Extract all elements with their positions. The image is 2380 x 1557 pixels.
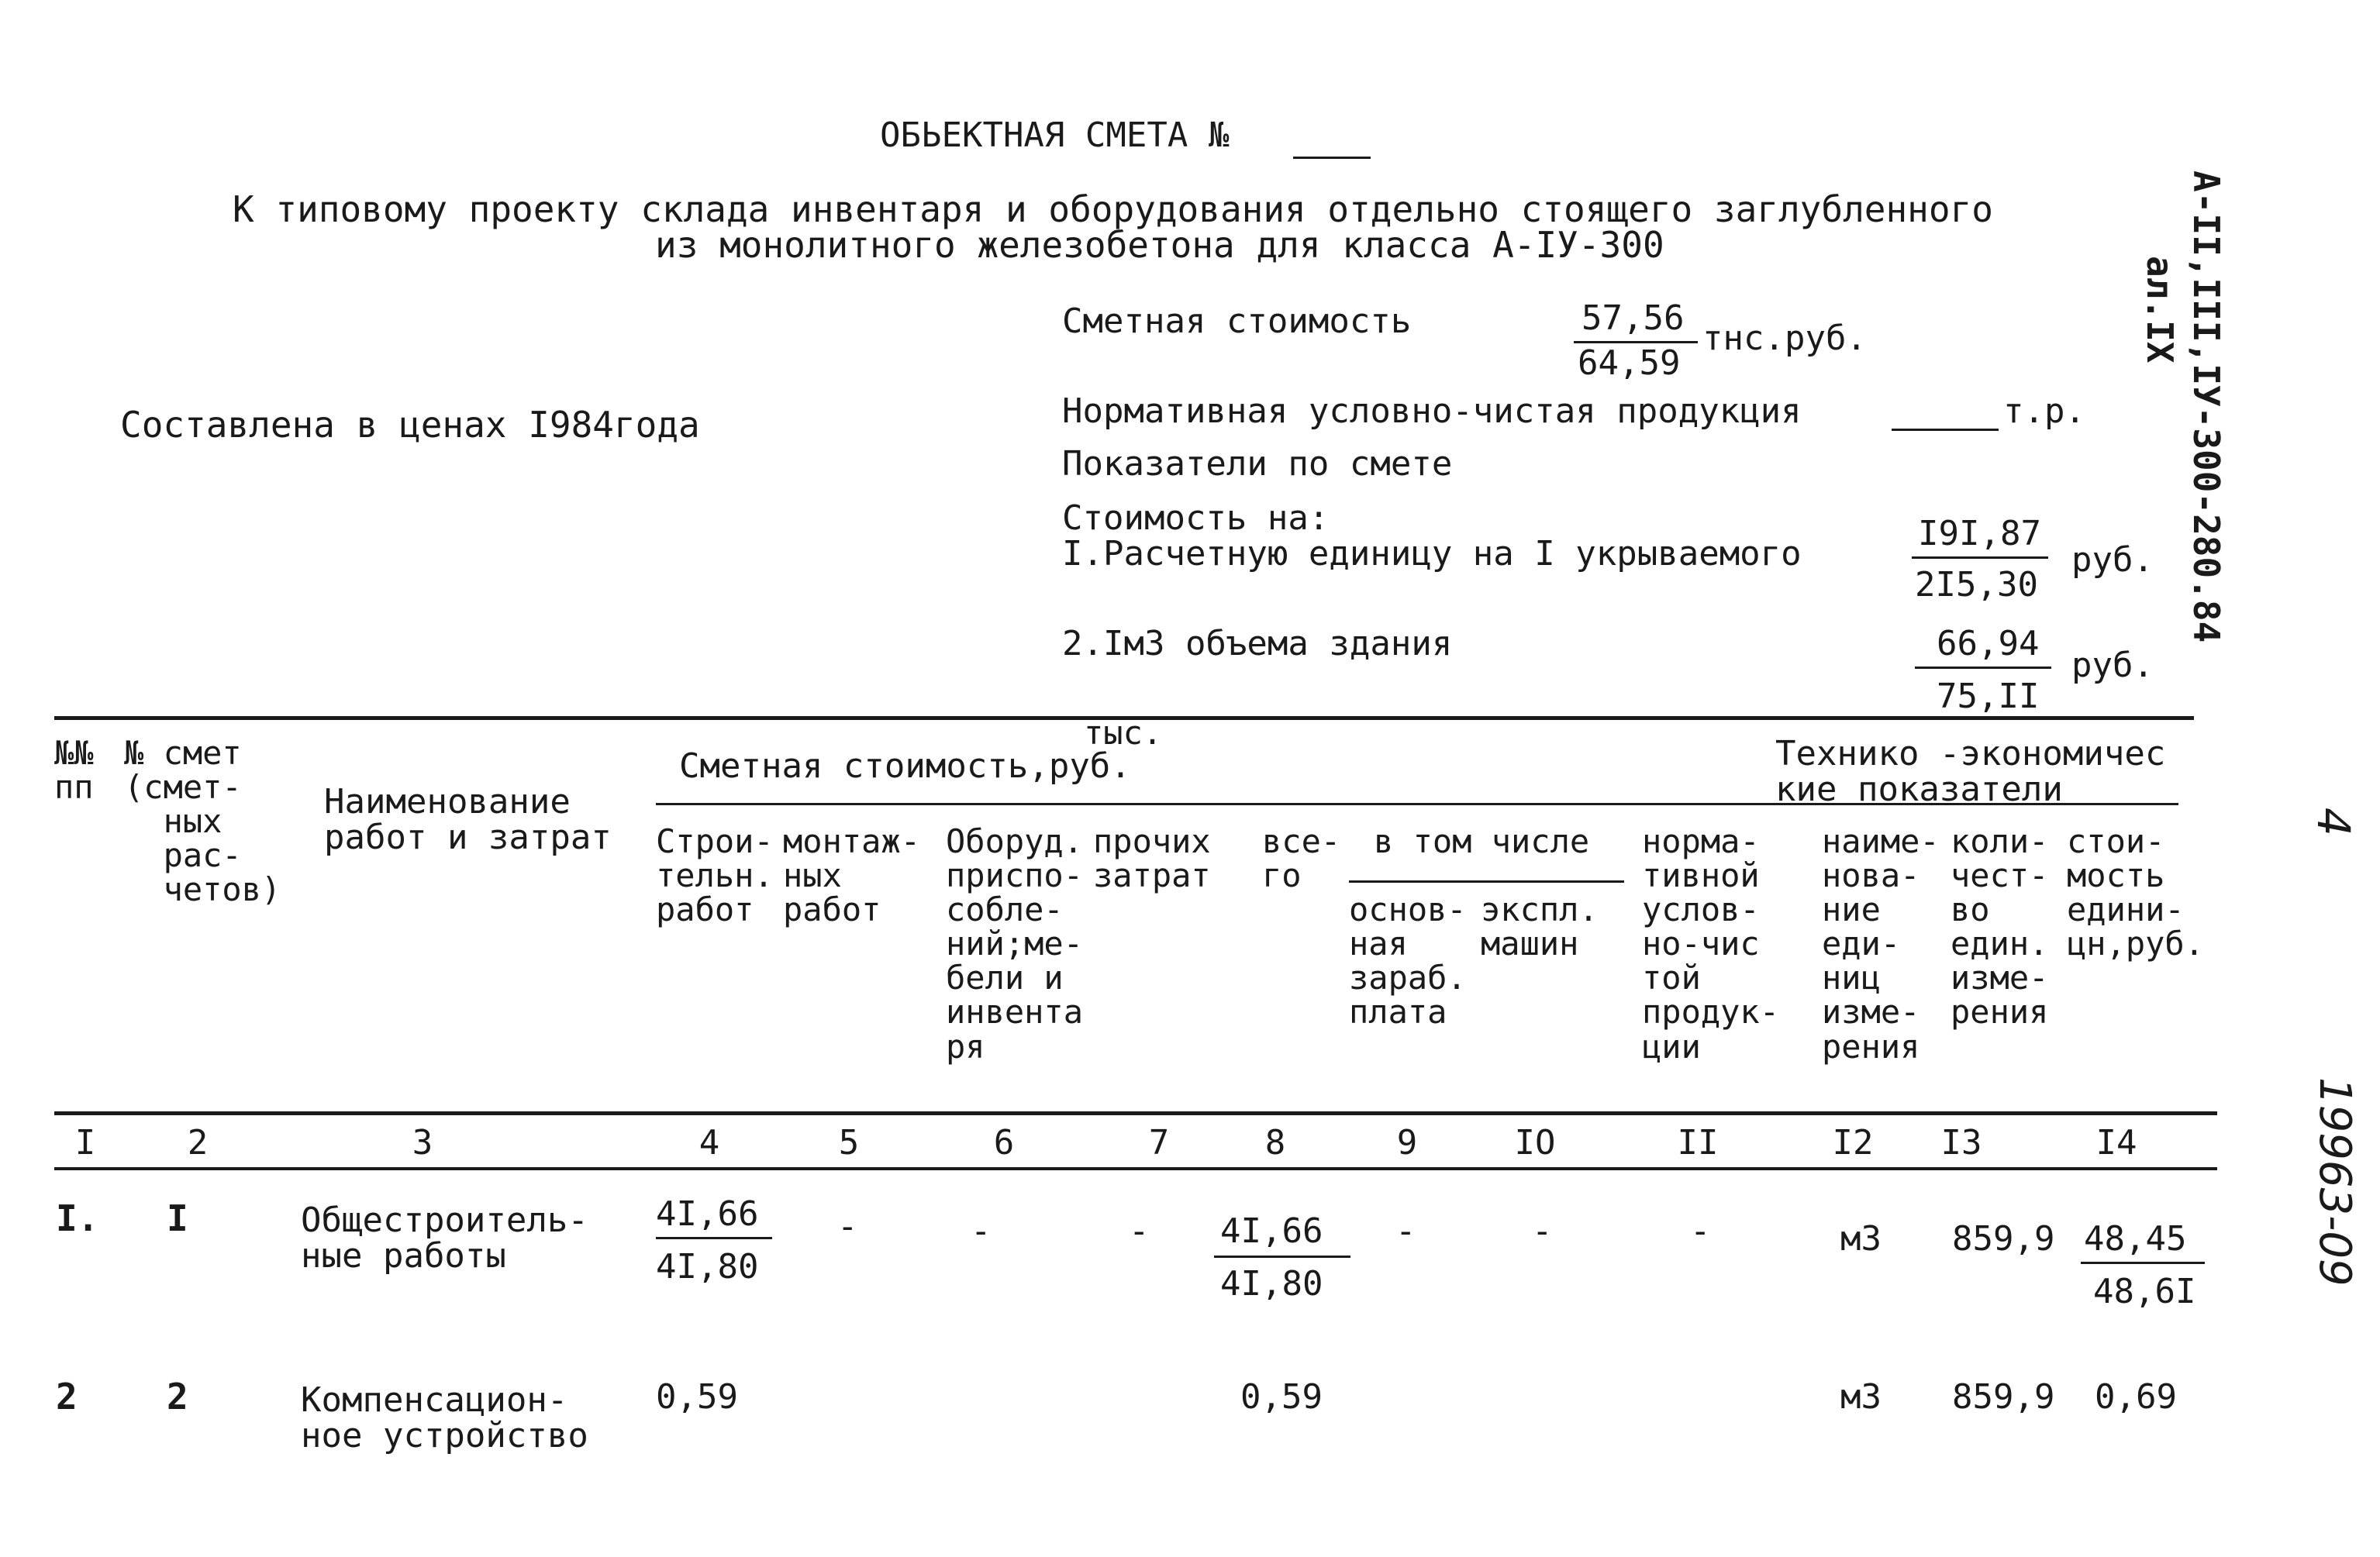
item2-value-bottom: 75,II <box>1937 677 2040 716</box>
row1-c9: - <box>1395 1211 1416 1251</box>
margin-code-line2: ал.IX <box>2139 256 2181 363</box>
margin-code-line1: А-II,III,IУ-300-280.84 <box>2185 171 2227 643</box>
header-construction-works: Строи- тельн. работ <box>656 822 774 929</box>
col-number-3: 3 <box>412 1123 433 1163</box>
estimated-cost-bottom: 64,59 <box>1578 343 1681 383</box>
header-total: все- го <box>1262 822 1341 895</box>
col-number-10: IO <box>1514 1123 1556 1163</box>
item1-unit: руб. <box>2071 540 2154 580</box>
header-other-costs: прочих затрат <box>1093 822 1211 895</box>
row1-c4-fraction-line <box>656 1237 772 1239</box>
col-number-6: 6 <box>993 1123 1015 1163</box>
row1-c8-top: 4I,66 <box>1220 1211 1323 1251</box>
header-tech-group: Технико -экономичес кие показатели <box>1775 734 2166 810</box>
estimated-cost-unit: тнс.руб. <box>1702 319 1867 358</box>
row1-c4-bottom: 4I,80 <box>656 1247 759 1287</box>
item1-label: I.Расчетную единицу на I укрываемого <box>1062 534 1802 574</box>
item2-unit: руб. <box>2071 646 2154 685</box>
row2-estimate: 2 <box>167 1376 188 1417</box>
col-number-12: I2 <box>1832 1123 1874 1163</box>
col-number-1: I <box>74 1123 96 1163</box>
item1-fraction-line <box>1912 556 2048 559</box>
row2-c8: 0,59 <box>1240 1377 1323 1417</box>
cost-on-label: Стоимость на: <box>1062 498 1330 538</box>
composed-prices-note: Составлена в ценах I984года <box>120 404 700 446</box>
incl-group-rule <box>1349 880 1624 883</box>
row1-price-bottom: 48,6I <box>2093 1272 2196 1311</box>
subtitle-line-2: из монолитного железобетона для класса А-IУ-300 <box>655 224 1664 266</box>
row1-unit: м3 <box>1840 1219 1882 1259</box>
header-row-number: №№ пп <box>54 734 94 807</box>
row1-name: Общестроитель- ные работы <box>301 1200 588 1276</box>
row1-number: I. <box>56 1197 99 1239</box>
row1-c5: - <box>837 1207 858 1246</box>
col-number-4: 4 <box>698 1123 720 1163</box>
colnum-bottom-rule <box>54 1167 2217 1170</box>
row2-name: Компенсацион- ное устройство <box>301 1380 588 1456</box>
normative-product-label: Нормативная условно-чистая продукция <box>1062 391 1802 431</box>
header-cost-unit-top: тыс. <box>1084 714 1163 752</box>
margin-page-number: 4 <box>2307 808 2360 836</box>
row1-quantity: 859,9 <box>1952 1219 2055 1259</box>
row1-c4-top: 4I,66 <box>656 1194 759 1234</box>
col-number-8: 8 <box>1264 1123 1286 1163</box>
row1-c8-fraction-line <box>1214 1256 1350 1258</box>
row2-c4: 0,59 <box>656 1377 738 1417</box>
subtitle-line-1: К типовому проекту склада инвентаря и оборудования отдельно стоящего заглубленного <box>233 188 1993 230</box>
header-work-name: Наименование работ и затрат <box>324 782 612 858</box>
header-machine-ops: экспл. машин <box>1481 890 1599 963</box>
row1-c10: - <box>1532 1211 1553 1251</box>
item2-value-top: 66,94 <box>1937 624 2040 663</box>
row2-unit: м3 <box>1840 1377 1882 1417</box>
row1-price-top: 48,45 <box>2084 1219 2187 1259</box>
row1-price-fraction-line <box>2081 1262 2205 1264</box>
header-including: в том числе <box>1374 822 1590 860</box>
header-estimate-number: № смет (смет- ных рас- четов) <box>124 734 281 909</box>
header-normative-product: норма- тивной услов- но-чис той продук- ции <box>1642 822 1780 1066</box>
indicators-label: Показатели по смете <box>1062 444 1453 484</box>
estimated-cost-top: 57,56 <box>1581 298 1685 338</box>
col-number-5: 5 <box>838 1123 860 1163</box>
header-unit-price: стои- мость едини- цн,руб. <box>2067 822 2205 963</box>
margin-doc-number: 19963-09 <box>2309 1077 2360 1287</box>
row2-quantity: 859,9 <box>1952 1377 2055 1417</box>
item2-fraction-line <box>1915 667 2051 669</box>
col-number-11: II <box>1677 1123 1719 1163</box>
row2-price: 0,69 <box>2095 1377 2177 1417</box>
header-bottom-rule <box>54 1111 2217 1115</box>
item1-value-top: I9I,87 <box>1918 514 2041 553</box>
col-number-9: 9 <box>1396 1123 1418 1163</box>
item1-value-bottom: 2I5,30 <box>1915 565 2038 605</box>
item2-label: 2.Iм3 объема здания <box>1062 624 1453 663</box>
header-cost-group: Сметная стоимость,руб. <box>679 746 1131 786</box>
estimated-cost-label: Сметная стоимость <box>1062 301 1412 341</box>
row1-estimate: I <box>167 1197 188 1239</box>
normative-product-blank <box>1892 429 1999 431</box>
col-number-14: I4 <box>2095 1123 2137 1163</box>
row1-c7: - <box>1129 1211 1150 1251</box>
row1-c8-bottom: 4I,80 <box>1220 1264 1323 1304</box>
header-unit-name: наиме- нова- ние еди- ниц изме- рения <box>1822 822 1940 1066</box>
header-base-salary: основ- ная зараб. плата <box>1349 890 1467 1032</box>
col-number-2: 2 <box>187 1123 209 1163</box>
row1-c11: - <box>1690 1211 1711 1251</box>
header-equipment: Оборуд. приспо- собле- ний;ме- бели и инвента ря <box>946 822 1084 1066</box>
row1-c6: - <box>971 1211 992 1251</box>
row2-number: 2 <box>56 1376 78 1417</box>
header-unit-quantity: коли- чест- во един. изме- рения <box>1951 822 2049 1032</box>
normative-product-unit: т.р. <box>2003 391 2085 431</box>
header-installation-works: монтаж- ных работ <box>783 822 921 929</box>
col-number-13: I3 <box>1940 1123 1982 1163</box>
title-number-blank <box>1293 157 1371 159</box>
document-title: ОБЬЕКТНАЯ СМЕТА № <box>880 115 1230 155</box>
col-number-7: 7 <box>1148 1123 1170 1163</box>
